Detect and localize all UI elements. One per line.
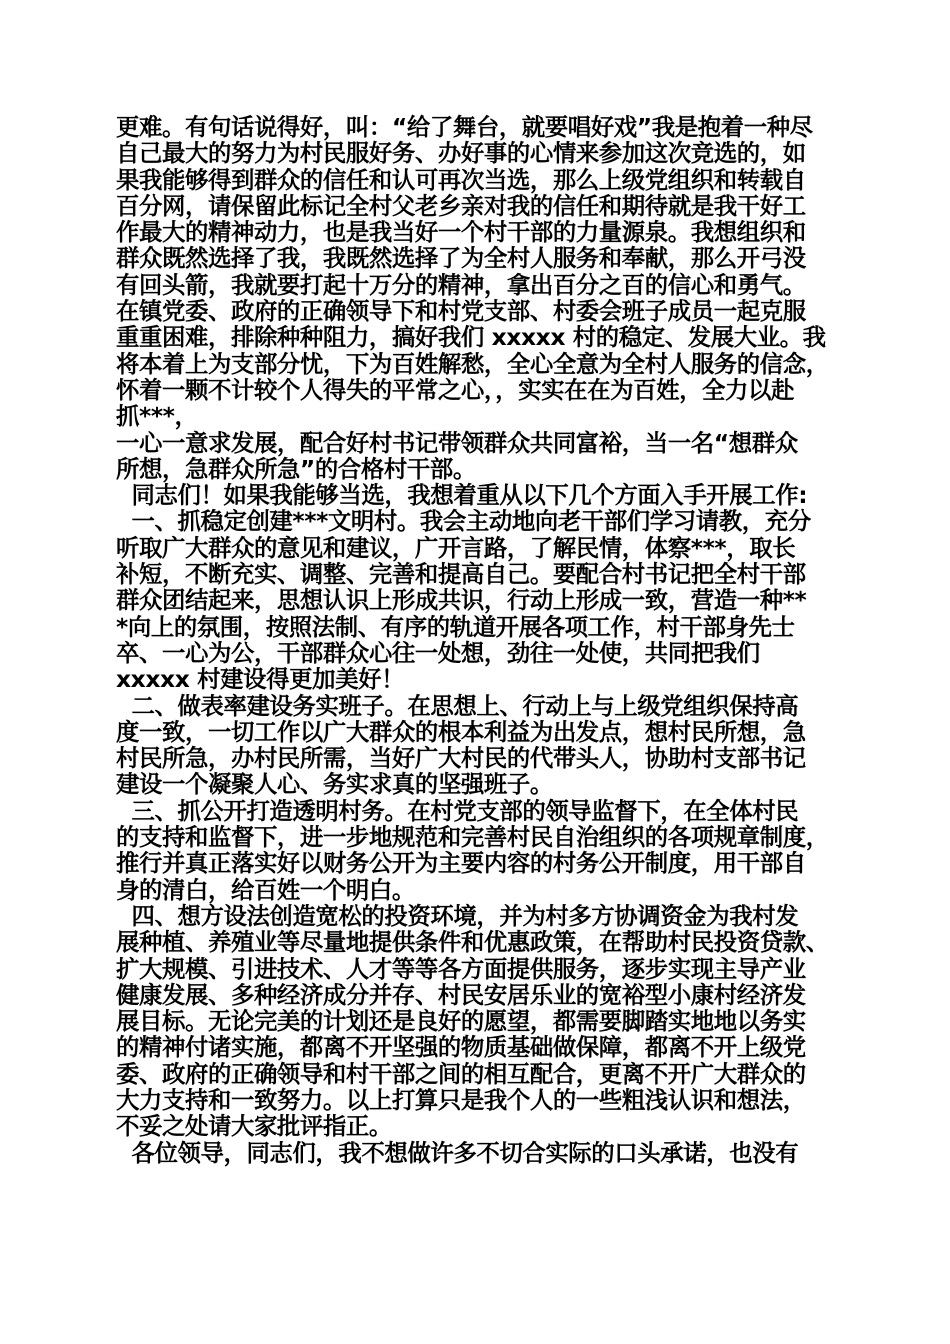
text-line: 抓***， — [116, 402, 198, 431]
text-line: 建设一个凝聚人心、务实求真的坚强班子。 — [116, 770, 553, 799]
text-line: xxxxx 村建设得更加美好！ — [116, 665, 405, 694]
text-line: 自己最大的努力为村民服好务、办好事的心情来参加这次竞选的，如 — [116, 139, 806, 168]
paragraph-start-line: 二、做表率建设务实班子。在思想上、行动上与上级党组织保持高 — [116, 691, 799, 720]
text-line: 不妥之处请大家批评指正。 — [116, 1112, 392, 1141]
text-line: 展种植、养殖业等尽量地提供条件和优惠政策，在帮助村民投资贷款、 — [116, 928, 829, 957]
text-line: 卒、一心为公，干部群众心往一处想，劲往一处使，共同把我们 — [116, 638, 760, 667]
text-line: 怀着一颗不计较个人得失的平常之心，，实实在在为百姓，全力以赴 — [116, 375, 795, 404]
text-line: 作最大的精神动力，也是我当好一个村干部的力量源泉。我想组织和 — [116, 218, 806, 247]
text-line: 推行并真正落实好以财务公开为主要内容的村务公开制度，用干部自 — [116, 849, 806, 878]
text-line: 果我能够得到群众的信任和认可再次当选，那么上级党组织和转载自 — [116, 165, 806, 194]
text-line: 有回头箭，我就要打起十万分的精神，拿出百分之百的信心和勇气。 — [116, 270, 806, 299]
text-line: 委、政府的正确领导和村干部之间的相互配合，更离不开广大群众的 — [116, 1059, 806, 1088]
text-line: 所想，急群众所急”的合格村干部。 — [116, 454, 476, 483]
text-line: 度一致，一切工作以广大群众的根本利益为出发点，想村民所想，急 — [116, 717, 806, 746]
text-line: 补短，不断充实、调整、完善和提高自己。要配合村书记把全村干部 — [116, 560, 806, 589]
text-line: 将本着上为支部分忧，下为百姓解愁，全心全意为全村人服务的信念， — [116, 349, 829, 378]
text-line: 更难。有句话说得好，叫：“给了舞台，就要唱好戏”我是抱着一种尽 — [116, 113, 813, 141]
text-line: 听取广大群众的意见和建议，广开言路，了解民情，体察***，取长 — [116, 533, 796, 562]
text-line: 扩大规模、引进技术、人才等等各方面提供服务，逐步实现主导产业 — [116, 954, 806, 983]
text-line: 的精神付诸实施，都离不开坚强的物质基础做保障，都离不开上级党 — [116, 1033, 806, 1062]
paragraph-start-line: 三、抓公开打造透明村务。在村党支部的领导监督下，在全体村民 — [116, 796, 799, 825]
text-line: 群众既然选择了我，我既然选择了为全村人服务和奉献，那么开弓没 — [116, 244, 806, 273]
paragraph-start-line: 四、想方设法创造宽松的投资环境，并为村多方协调资金为我村发 — [116, 901, 799, 930]
text-line: 群众团结起来，思想认识上形成共识，行动上形成一致，营造一种** — [116, 586, 807, 615]
text-line: 村民所急，办村民所需，当好广大村民的代带头人，协助村支部书记 — [116, 744, 806, 773]
text-line: 一心一意求发展，配合好村书记带领群众共同富裕，当一名“想群众 — [116, 428, 798, 457]
text-line: 在镇党委、政府的正确领导下和村党支部、村委会班子成员一起克服 — [116, 297, 806, 326]
text-line: 身的清白，给百姓一个明白。 — [116, 875, 415, 904]
text-line: 重重困难，排除种种阻力，搞好我们 xxxxx 村的稳定、发展大业。我 — [116, 323, 826, 352]
text-line: 大力支持和一致努力。以上打算只是我个人的一些粗浅认识和想法， — [116, 1085, 806, 1114]
text-line: 百分网，请保留此标记全村父老乡亲对我的信任和期待就是我干好工 — [116, 191, 806, 220]
text-line: 的支持和监督下，进一步地规范和完善村民自治组织的各项规章制度， — [116, 823, 829, 852]
text-line: *向上的氛围，按照法制、有序的轨道开展各项工作，村干部身先士 — [116, 612, 795, 641]
paragraph-start-line: 一、抓稳定创建***文明村。我会主动地向老干部们学习请教，充分 — [116, 507, 811, 536]
paragraph-start-line: 同志们！如果我能够当选，我想着重从以下几个方面入手开展工作: — [116, 481, 808, 510]
speech-body-text — [116, 114, 846, 1166]
text-line: 展目标。无论完美的计划还是良好的愿望，都需要脚踏实地地以务实 — [116, 1007, 806, 1036]
text-line: 健康发展、多种经济成分并存、村民安居乐业的宽裕型小康村经济发 — [116, 980, 806, 1009]
paragraph-start-line: 各位领导，同志们，我不想做许多不切合实际的口头承诺，也没有 — [116, 1138, 799, 1167]
